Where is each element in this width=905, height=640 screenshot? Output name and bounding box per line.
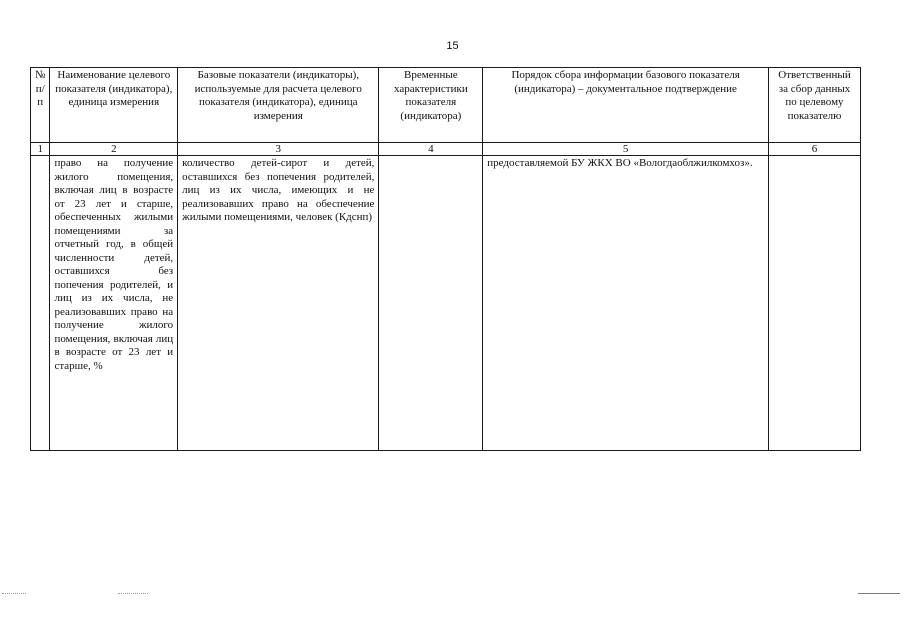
header-cell-collection-procedure: Порядок сбора информации базового показателя (индикатора) – документальное подтверждение	[483, 68, 769, 143]
column-number: 1	[31, 143, 50, 156]
collection-procedure-cell	[483, 156, 769, 451]
scan-artifact-right	[858, 593, 900, 594]
indicator-name-text: право на получение жилого помещения, включая лиц в возрасте от 23 лет и старше, обеспеченных жилыми помещениями за отчетный год, в общей численности детей, оставшихся без попечения родителей, и лиц из их числа, не реализовавших право на получение жилого помещения, включая лиц в возрасте от 23 лет и старше, %	[54, 157, 174, 372]
header-cell-number: № п/п	[31, 68, 50, 143]
column-number: 3	[178, 143, 379, 156]
row-number-cell	[31, 156, 50, 451]
collection-procedure-text: предоставляемой БУ ЖКХ ВО «Вологдаоблжилкомхоз».	[487, 157, 753, 169]
header-cell-indicator-name: Наименование целевого показателя (индикатора), единица измерения	[50, 68, 178, 143]
header-cell-time-characteristics: Временные характеристики показателя (индикатора)	[379, 68, 483, 143]
indicators-table	[30, 67, 861, 451]
table-row	[31, 156, 861, 451]
time-characteristics-cell	[379, 156, 483, 451]
responsible-cell	[768, 156, 860, 451]
column-number: 4	[379, 143, 483, 156]
base-indicators-text: количество детей-сирот и детей, оставшихся без попечения родителей, лиц из их числа, имеющих и не реализовавших право на обеспечение жилыми помещениями, человек (Кдснп)	[182, 157, 375, 223]
base-indicators-cell	[178, 156, 379, 451]
column-number-row	[31, 143, 861, 156]
header-row	[31, 68, 861, 143]
page-number: 15	[446, 40, 459, 52]
indicator-name-cell	[50, 156, 178, 451]
header-cell-responsible: Ответственный за сбор данных по целевому показателю	[768, 68, 860, 143]
column-number: 6	[768, 143, 860, 156]
scan-artifact-left	[2, 593, 26, 594]
header-cell-base-indicators: Базовые показатели (индикаторы), используемые для расчета целевого показателя (индикатора), единица измерения	[178, 68, 379, 143]
column-number: 2	[50, 143, 178, 156]
column-number: 5	[483, 143, 769, 156]
scan-artifact-left-2	[118, 593, 148, 594]
